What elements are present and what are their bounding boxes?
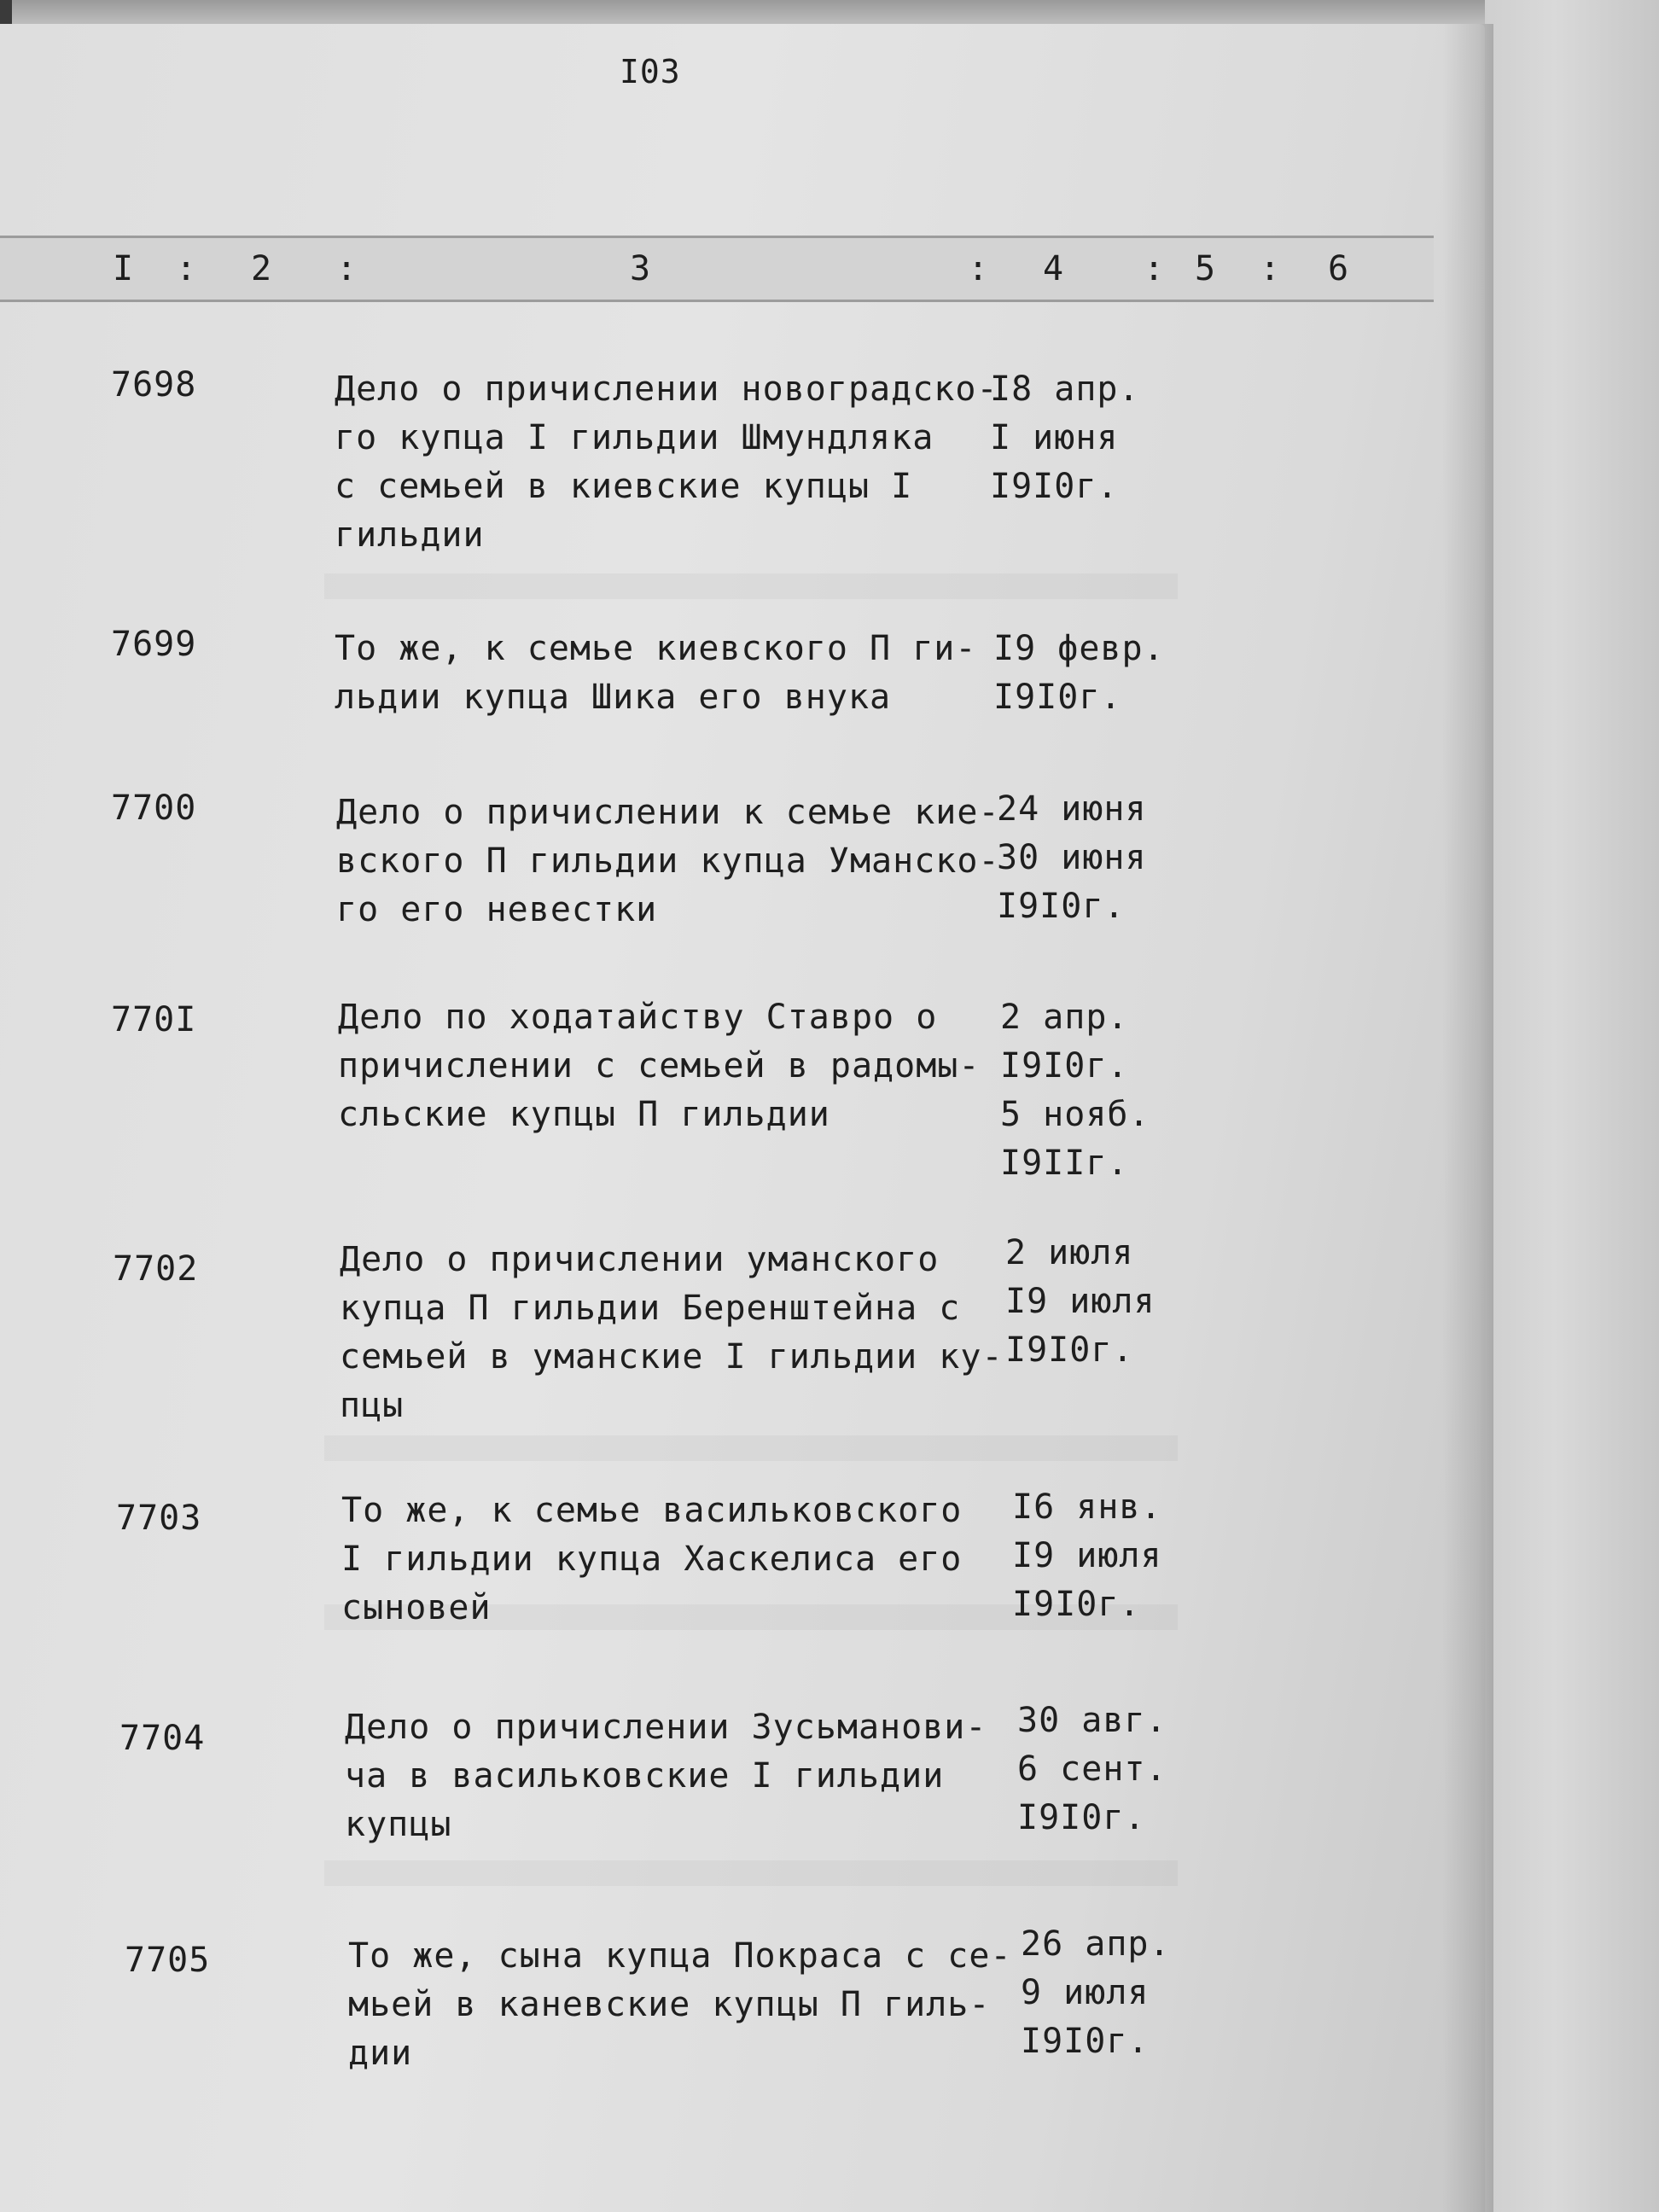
description-line: гильдии [335,515,485,555]
column-header-2: 2 [251,249,272,288]
entry-number: 7699 [111,625,197,664]
description-line: причислении с семьей в радомы- [338,1046,981,1086]
date-line: 30 июня [997,838,1147,877]
description-line: дии [348,2034,413,2073]
entry-description [340,1236,1004,1430]
entry-description [341,1487,990,1633]
column-header-4: 4 [1043,249,1064,288]
description-line: сыновей [341,1588,492,1627]
entry-dates [1017,1697,1205,1842]
entry-number: 7705 [125,1941,211,1980]
entry-number: 7702 [113,1249,199,1289]
column-separator: : [1260,249,1281,288]
entry-dates [997,785,1185,931]
description-line: Дело о причислении к семье кие- [336,793,1000,832]
entry-description [338,993,987,1139]
top-shadow-strip [0,0,1659,24]
date-line: I9IIг. [1000,1144,1129,1183]
bleed-through [324,573,1178,599]
entry-number: 770I [111,1000,197,1039]
date-line: 6 сент. [1017,1749,1167,1789]
entry-dates [1021,1920,1208,2066]
entry-description [335,365,998,560]
date-line: 30 авг. [1017,1701,1167,1740]
entry-dates [1012,1483,1200,1629]
description-line: го его невестки [336,890,658,929]
description-line: купца П гильдии Беренштейна с [340,1289,961,1328]
date-line: I8 апр. [990,370,1140,409]
description-line: I гильдии купца Хаскелиса его [341,1540,963,1579]
date-line: I6 янв. [1012,1487,1162,1527]
entry-description [335,625,983,722]
entry-number: 7704 [119,1719,206,1758]
description-line: Дело по ходатайству Ставро о [338,998,938,1037]
description-line: То же, сына купца Покраса с се- [348,1936,1012,1976]
description-line: вского П гильдии купца Уманско- [336,841,1000,881]
description-line: мьей в каневские купцы П гиль- [348,1985,991,2024]
entry-dates [1000,993,1188,1188]
entry-number: 7700 [111,789,197,828]
date-line: 5 нояб. [1000,1095,1150,1134]
date-line: 2 июля [1005,1233,1134,1272]
column-separator: : [336,249,358,288]
description-line: Дело о причислении Зусьманови- [345,1708,987,1747]
entry-dates [990,365,1178,511]
paper-edge-shadow [1442,24,1493,2212]
column-header-5: 5 [1195,249,1216,288]
bleed-through [324,1435,1178,1461]
entry-number: 7703 [116,1499,202,1538]
description-line: семьей в уманские I гильдии ку- [340,1337,1004,1377]
column-separator: : [968,249,989,288]
column-header-1: I [113,249,134,288]
date-line: I9I0г. [993,678,1122,717]
date-line: 9 июля [1021,1973,1150,2012]
description-line: сльские купцы П гильдии [338,1095,830,1134]
date-line: I9 июля [1005,1282,1155,1321]
date-line: I9I0г. [990,467,1119,506]
date-line: I9I0г. [1005,1330,1134,1370]
description-line: То же, к семье васильковского [341,1491,963,1530]
column-header-band [0,236,1434,302]
date-line: 2 апр. [1000,998,1129,1037]
date-line: I9I0г. [1021,2022,1150,2061]
date-line: I9I0г. [1000,1046,1129,1086]
description-line: купцы [345,1805,452,1844]
description-line: Дело о причислении уманского [340,1240,940,1279]
entry-description [336,789,1000,934]
entry-description [345,1703,993,1849]
description-line: с семьей в киевские купцы I [335,467,913,506]
date-line: I9I0г. [1012,1585,1141,1624]
entry-number: 7698 [111,365,197,405]
date-line: I9 июля [1012,1536,1162,1575]
entry-dates [993,625,1181,722]
description-line: льдии купца Шика его внука [335,678,892,717]
date-line: 26 апр. [1021,1924,1171,1964]
date-line: I9I0г. [1017,1798,1146,1837]
date-line: 24 июня [997,789,1147,829]
date-line: I9 февр. [993,629,1165,668]
page-number: I03 [620,53,681,90]
description-line: ча в васильковские I гильдии [345,1756,945,1796]
column-separator: : [1144,249,1165,288]
entry-dates [1005,1229,1193,1375]
bleed-through [324,1860,1178,1886]
column-header-3: 3 [630,249,651,288]
column-separator: : [176,249,197,288]
column-header-6: 6 [1328,249,1349,288]
entry-description [348,1932,1012,2078]
date-line: I июня [990,418,1119,457]
description-line: го купца I гильдии Шмундляка [335,418,934,457]
underlying-page [1485,0,1659,2212]
date-line: I9I0г. [997,887,1126,926]
description-line: пцы [340,1386,405,1425]
description-line: То же, к семье киевского П ги- [335,629,977,668]
description-line: Дело о причислении новоградско- [335,370,998,409]
